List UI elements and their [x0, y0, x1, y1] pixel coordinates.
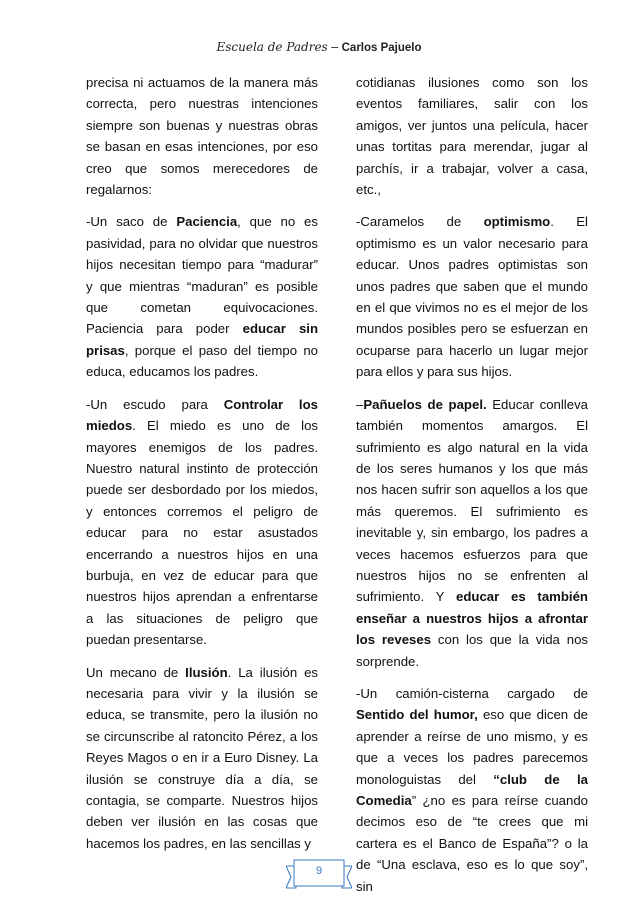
- page-header: [0, 40, 638, 54]
- text: , porque el paso del tiempo no educa, educamos los padres.: [86, 342, 318, 380]
- bold-text: Ilusión: [185, 664, 228, 680]
- paragraph-text: precisa ni actuamos de la manera más correcta, pero nuestras intenciones siempre son buenas y nuestras obras se basan en esas intenciones, por eso creo que somos merecedores de regalarnos:: [86, 75, 318, 198]
- bold-text: educar es también enseñar a nuestros hijos a afrontar los reveses: [356, 589, 588, 648]
- text: -Un camión-cisterna cargado de: [356, 685, 588, 701]
- paragraph-paciencia: [86, 211, 318, 382]
- paragraph-panuelos: [356, 394, 588, 672]
- right-column: [356, 72, 588, 908]
- paragraph: [356, 72, 588, 200]
- bold-text: Sentido del humor,: [356, 707, 478, 723]
- text: -Un saco de: [86, 214, 177, 230]
- header-author: Carlos Pajuelo: [341, 42, 422, 54]
- text: con los que la vida nos sorprende.: [356, 632, 588, 669]
- bold-text: educar sin prisas: [86, 321, 319, 358]
- text: ” ¿no es para reírse cuando decimos eso de “te crees que mi cartera es el Banco de España”? o la de “Una esclava, eso es lo que soy”, sin: [356, 793, 588, 894]
- bold-text: Paciencia: [176, 214, 238, 230]
- paragraph-optimismo: [356, 211, 588, 382]
- paragraph: [86, 72, 318, 200]
- bold-text: Pañuelos de papel.: [363, 396, 487, 412]
- left-column: [86, 72, 318, 865]
- text: , que no es pasividad, para no olvidar que nuestros hijos necesitan tiempo para “madurar” y que mientras “maduran” es posible que cometan equivocaciones. Paciencia para poder: [86, 214, 318, 337]
- text: . El optimismo es un valor necesario para educar. Unos padres optimistas son unos padres que saben que el mundo en el que vivimos no es el mejor de los mundos posibles pero se esfuerzan en ocuparse para hacerlo un lugar mejor para ellos y para sus hijos.: [356, 214, 588, 380]
- text: . La ilusión es necesaria para vivir y la ilusión se educa, se transmite, pero la ilusión no se circunscribe al ratoncito Pérez, a los Reyes Magos o en ir a Euro Disney. La ilusión se construye día a día, se contagia, se comparte. Nuestros hijos deben ver ilusión en las cosas que hacemos los padres, en las sencillas y: [86, 664, 319, 851]
- text: Un mecano de: [86, 664, 186, 680]
- bold-text: optimismo: [483, 214, 551, 230]
- bold-text: Controlar los miedos: [86, 396, 318, 434]
- text: Educar conlleva también momentos amargos. El sufrimiento es algo natural en la vida de los seres humanos y los que más nos hacen sufrir son aquellos a los que más queremos. El sufrimiento es inevitable y, sin embargo, los padres a veces hacemos esfuerzos para que nuestros hijos no se enfrenten al sufrimiento. Y: [356, 396, 588, 605]
- text: eso que dicen de aprender a reírse de uno mismo, y es que a veces los padres parecemos monologuistas del: [356, 707, 588, 787]
- paragraph-miedos: [86, 394, 318, 651]
- bold-text: “club de la Comedia: [356, 771, 589, 808]
- text: -Caramelos de: [356, 214, 484, 230]
- paragraph-text: cotidianas ilusiones como son los eventos familiares, salir con los amigos, ver juntos una película, hacer unas tortitas para merendar, jugar al parchís, ir a trabajar, volver a casa, etc.,: [356, 75, 588, 198]
- page-number: 9: [315, 865, 323, 877]
- text: –: [356, 396, 364, 412]
- text: -Un escudo para: [86, 396, 224, 412]
- header-school: Escuela de Padres: [216, 40, 328, 54]
- text: . El miedo es uno de los mayores enemigos de los padres. Nuestro natural instinto de protección puede ser desbordado por los miedos, y entonces corremos el peligro de educar para no estar asustados encerrando a nuestros hijos en una burbuja, en vez de educar para que nuestros hijos aprendan a enfrentarse a las situaciones de peligro que puedan presentarse.: [86, 418, 318, 648]
- paragraph-humor: [356, 683, 588, 897]
- header-separator: –: [327, 40, 342, 54]
- paragraph-ilusion: [86, 662, 318, 855]
